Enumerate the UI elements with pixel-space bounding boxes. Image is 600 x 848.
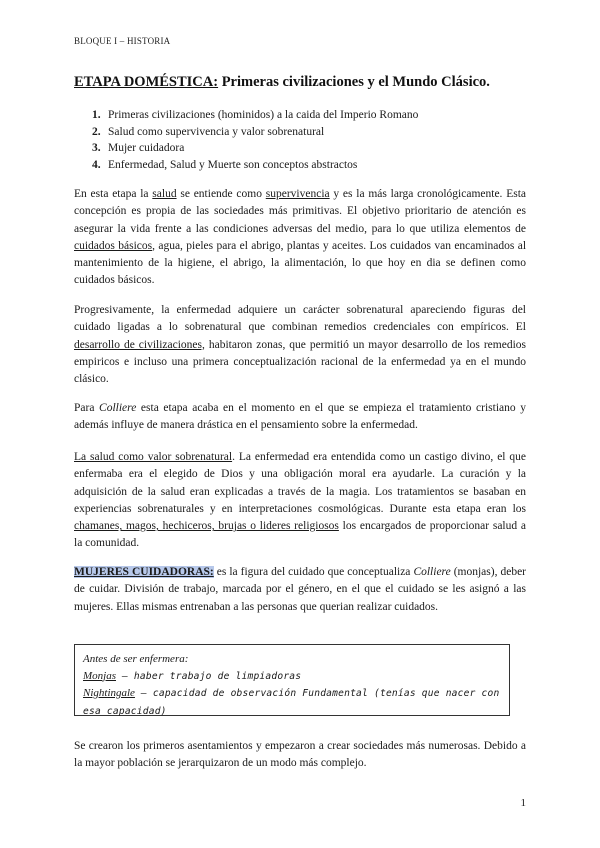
underlined-term: cuidados básicos <box>74 239 153 252</box>
text: . La enfermedad era entendida como un castigo divino, el que enfermaba era el elegido de Dios y una obligación moral era ayudarle. La curación y la adquisición de la salud eran explicadas a través de la magia. Los tratamientos se basaban en experiencias sobrenaturales y en interpretaciones cosmológicas. Durante esta etapa eran los <box>74 451 527 515</box>
text: y es la más larga cronológicamente. Esta concepción es propia de las sociedades más primitivas. El objetivo prioritario de atención es asegurar la vida frente a las condiciones adversas del medio, para lo que utiliza elementos de <box>74 188 526 235</box>
text: los encargados de proporcionar salud a la comunidad. <box>74 520 526 550</box>
list-item <box>92 140 418 157</box>
list-number: 2. <box>92 125 101 138</box>
text: En esta etapa la <box>74 188 153 200</box>
text: es la figura del cuidado que conceptualiza <box>213 566 414 578</box>
text: (monjas), deber de cuidar. División de trabajo, marcada por el género, en el que el cuidado se les asignó a las mujeres. Ellas mismas entrenaban a las personas que querian realizar cuidados. <box>74 566 527 613</box>
note-line-monjas <box>83 668 501 686</box>
title-underlined: ETAPA DOMÉSTICA: <box>74 74 219 90</box>
underlined-term: salud <box>152 188 177 200</box>
note-term: Nightingale <box>83 687 135 699</box>
paragraph-valor-sobrenatural <box>74 449 526 553</box>
list-text: Primeras civilizaciones (hominidos) a la caida del Imperio Romano <box>108 109 419 121</box>
list-number: 3. <box>92 142 101 154</box>
page-header: BLOQUE I – HISTORIA <box>74 36 171 46</box>
note-line-nightingale <box>83 685 501 720</box>
note-heading: Antes de ser enfermera: <box>83 653 189 665</box>
highlighted-heading: MUJERES CUIDADORAS: <box>74 566 214 578</box>
topic-list <box>92 107 418 173</box>
list-text: Salud como supervivencia y valor sobrenatural <box>108 125 325 138</box>
text: Progresivamente, la enfermedad adquiere un carácter sobrenatural apareciendo figuras del cuidado ligadas a lo sobrenatural que combinan remedios credenciales con empíricos. El <box>74 304 526 334</box>
list-item <box>92 157 418 174</box>
note-box <box>74 644 510 716</box>
list-item <box>92 124 418 141</box>
paragraph-colliere <box>74 400 526 435</box>
note-text: – capacidad de observación Fundamental (tenías que nacer con esa capacidad) <box>83 688 500 717</box>
author-name: Colliere <box>413 566 451 578</box>
author-name: Colliere <box>99 402 137 414</box>
note-text: – haber trabajo de limpiadoras <box>116 670 302 682</box>
text: Para <box>74 402 100 414</box>
paragraph-salud <box>74 186 526 290</box>
text: esta etapa acaba en el momento en el que se empieza el tratamiento cristiano y además influye de manera drástica en el pensamiento sobre la enfermedad. <box>74 402 526 432</box>
underlined-term: chamanes, magos, hechiceros, brujas o lideres religiosos <box>74 520 339 533</box>
text: se entiende como <box>176 188 266 200</box>
page-title <box>74 74 534 91</box>
underlined-term: La salud como valor sobrenatural <box>74 451 233 463</box>
text: habitaron zonas, que permitió un mayor desarrollo de los remedios empiricos e incluso una primera conceptualización racional de la enfermedad ya en el mundo clásico. <box>74 338 526 386</box>
page-number: 1 <box>520 797 526 809</box>
list-number: 4. <box>92 158 101 171</box>
underlined-term: supervivencia <box>265 188 330 200</box>
paragraph-asentamientos: Se crearon los primeros asentamientos y empezaron a crear sociedades más numerosas. Debido a la mayor población se jerarquizaron de un modo más complejo. <box>74 740 526 770</box>
list-item <box>92 107 418 124</box>
list-text: Mujer cuidadora <box>108 142 185 154</box>
note-term: Monjas <box>83 669 116 682</box>
text: , agua, pieles para el abrigo, plantas y aceites. Los cuidados van encaminados al mantenimiento de la higiene, el abrigo, la alimentación, lo que hoy en dia se definen como cuidados básicos. <box>74 239 527 287</box>
paragraph-mujeres <box>74 564 526 616</box>
list-text: Enfermedad, Salud y Muerte son conceptos abstractos <box>108 158 358 171</box>
underlined-term: desarrollo de civilizaciones, <box>74 338 205 351</box>
list-number: 1. <box>92 109 101 121</box>
title-rest: Primeras civilizaciones y el Mundo Clásico. <box>218 74 490 90</box>
paragraph-sobrenatural <box>74 302 526 388</box>
